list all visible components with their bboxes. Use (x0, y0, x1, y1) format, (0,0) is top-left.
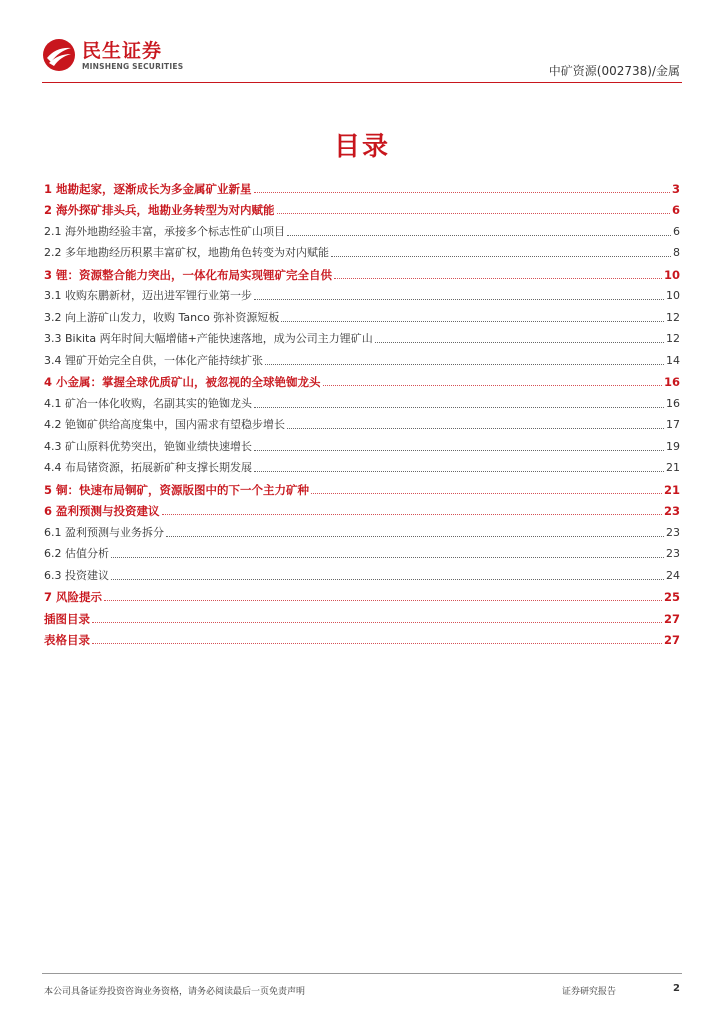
toc-entry[interactable] (44, 432, 680, 454)
toc-leader-dots (287, 235, 671, 236)
toc-leader-dots (104, 600, 662, 601)
toc-entry[interactable] (44, 411, 680, 433)
toc-entry[interactable] (44, 346, 680, 368)
toc-entry-page: 17 (666, 418, 680, 431)
toc-leader-dots (254, 450, 664, 451)
toc-entry-page: 21 (663, 482, 680, 497)
toc-entry-page: 3 (671, 181, 680, 196)
toc-entry-page: 23 (666, 547, 680, 560)
toc-entry-label: 3 锂：资源整合能力突出，一体化布局实现锂矿完全自供 (44, 267, 333, 282)
toc-entry-page: 12 (666, 310, 680, 324)
toc-entry-label: 3.4 锂矿开始完全自供，一体化产能持续扩张 (44, 353, 263, 367)
toc-leader-dots (111, 557, 664, 558)
toc-entry[interactable] (44, 260, 680, 282)
toc-entry[interactable] (44, 518, 680, 540)
toc-leader-dots (265, 364, 664, 365)
toc-entry[interactable] (44, 626, 680, 648)
footer-report-type: 证券研究报告 (562, 987, 617, 997)
toc-entry-label: 3.1 收购东鹏新材，迈出进军锂行业第一步 (44, 289, 252, 302)
toc-leader-dots (277, 213, 670, 214)
toc-entry-label: 6 盈利预测与投资建议 (44, 504, 160, 518)
toc-entry-label: 6.3 投资建议 (44, 568, 109, 582)
toc-leader-dots (254, 407, 664, 408)
toc-leader-dots (162, 514, 662, 515)
toc-entry[interactable] (44, 239, 680, 261)
toc-leader-dots (331, 256, 671, 257)
toc-entry-label: 3.3 Bikita 两年时间大幅增储+产能快速落地，成为公司主力锂矿山 (44, 332, 373, 345)
toc-entry[interactable] (44, 282, 680, 304)
toc-entry-label: 4 小金属：掌握全球优质矿山，被忽视的全球铯铷龙头 (44, 375, 321, 389)
toc-entry-page: 16 (663, 375, 680, 389)
toc-entry-label: 4.4 布局锗资源，拓展新矿种支撑长期发展 (44, 461, 252, 474)
toc-entry-page: 12 (666, 332, 680, 345)
toc-entry-page: 21 (666, 461, 680, 474)
toc-entry[interactable] (44, 196, 680, 218)
toc-entry-page: 27 (663, 633, 680, 647)
toc-entry-label: 4.3 矿山原料优势突出，铯铷业绩快速增长 (44, 439, 252, 453)
logo-chinese-name: 民生证券 (82, 39, 163, 62)
toc-entry-page: 16 (666, 396, 680, 410)
toc-entry-page: 6 (673, 224, 680, 238)
table-of-contents (44, 174, 680, 647)
footer-page-number: 2 (673, 983, 680, 994)
toc-leader-dots (166, 536, 664, 537)
report-subject: 中矿资源(002738)/金属 (548, 64, 680, 78)
toc-entry[interactable] (44, 325, 680, 347)
toc-leader-dots (254, 471, 664, 472)
toc-leader-dots (281, 321, 664, 322)
toc-entry-page: 25 (663, 590, 680, 604)
toc-entry-label: 插图目录 (44, 611, 90, 626)
toc-leader-dots (287, 428, 664, 429)
toc-leader-dots (375, 342, 664, 343)
toc-entry-label: 4.2 铯铷矿供给高度集中，国内需求有望稳步增长 (44, 418, 285, 431)
toc-leader-dots (111, 579, 664, 580)
toc-entry-page: 10 (666, 289, 680, 302)
toc-entry[interactable] (44, 497, 680, 519)
toc-leader-dots (254, 299, 664, 300)
toc-entry[interactable] (44, 454, 680, 476)
footer-disclaimer: 本公司具备证券投资咨询业务资格，请务必阅读最后一页免责声明 (44, 987, 306, 997)
toc-entry-label: 6.1 盈利预测与业务拆分 (44, 525, 164, 539)
toc-entry-page: 19 (666, 439, 680, 453)
toc-entry-label: 6.2 估值分析 (44, 547, 109, 560)
logo-english-name: MINSHENG SECURITIES (82, 61, 184, 71)
toc-entry-label: 5 铜：快速布局铜矿，资源版图中的下一个主力矿种 (44, 482, 310, 497)
footer-divider (42, 973, 682, 974)
toc-leader-dots (334, 278, 662, 279)
toc-entry[interactable] (44, 583, 680, 605)
toc-entry-page: 6 (671, 203, 680, 217)
toc-entry[interactable] (44, 540, 680, 562)
toc-entry-page: 8 (673, 246, 680, 259)
toc-entry-page: 23 (666, 525, 680, 539)
toc-entry[interactable] (44, 303, 680, 325)
toc-entry[interactable] (44, 561, 680, 583)
toc-entry-label: 2.1 海外地勘经验丰富，承接多个标志性矿山项目 (44, 224, 285, 238)
toc-entry-page: 24 (666, 568, 680, 582)
toc-entry-page: 10 (663, 267, 680, 282)
toc-entry[interactable] (44, 475, 680, 497)
toc-entry-label: 3.2 向上游矿山发力，收购 Tanco 弥补资源短板 (44, 310, 280, 324)
toc-entry[interactable] (44, 217, 680, 239)
toc-entry-page: 27 (663, 611, 680, 626)
toc-leader-dots (92, 643, 662, 644)
toc-entry[interactable] (44, 604, 680, 626)
toc-entry-label: 1 地勘起家，逐渐成长为多金属矿业新星 (44, 181, 252, 196)
toc-leader-dots (254, 192, 670, 193)
toc-entry-page: 23 (663, 504, 680, 518)
toc-entry[interactable] (44, 389, 680, 411)
minsheng-logo-icon (42, 38, 76, 72)
minsheng-logo (42, 38, 183, 72)
toc-leader-dots (92, 622, 662, 623)
toc-entry-label: 4.1 矿冶一体化收购，名副其实的铯铷龙头 (44, 396, 252, 410)
toc-entry-label: 2 海外探矿排头兵，地勘业务转型为对内赋能 (44, 203, 275, 217)
toc-entry-label: 2.2 多年地勘经历积累丰富矿权，地勘角色转变为对内赋能 (44, 246, 329, 259)
toc-leader-dots (311, 493, 662, 494)
page-title: 目录 (333, 132, 390, 162)
toc-entry-label: 表格目录 (44, 633, 90, 647)
toc-entry[interactable] (44, 174, 680, 196)
toc-entry[interactable] (44, 368, 680, 390)
toc-entry-page: 14 (666, 353, 680, 367)
header-divider (42, 82, 682, 83)
toc-leader-dots (323, 385, 662, 386)
toc-entry-label: 7 风险提示 (44, 590, 103, 604)
